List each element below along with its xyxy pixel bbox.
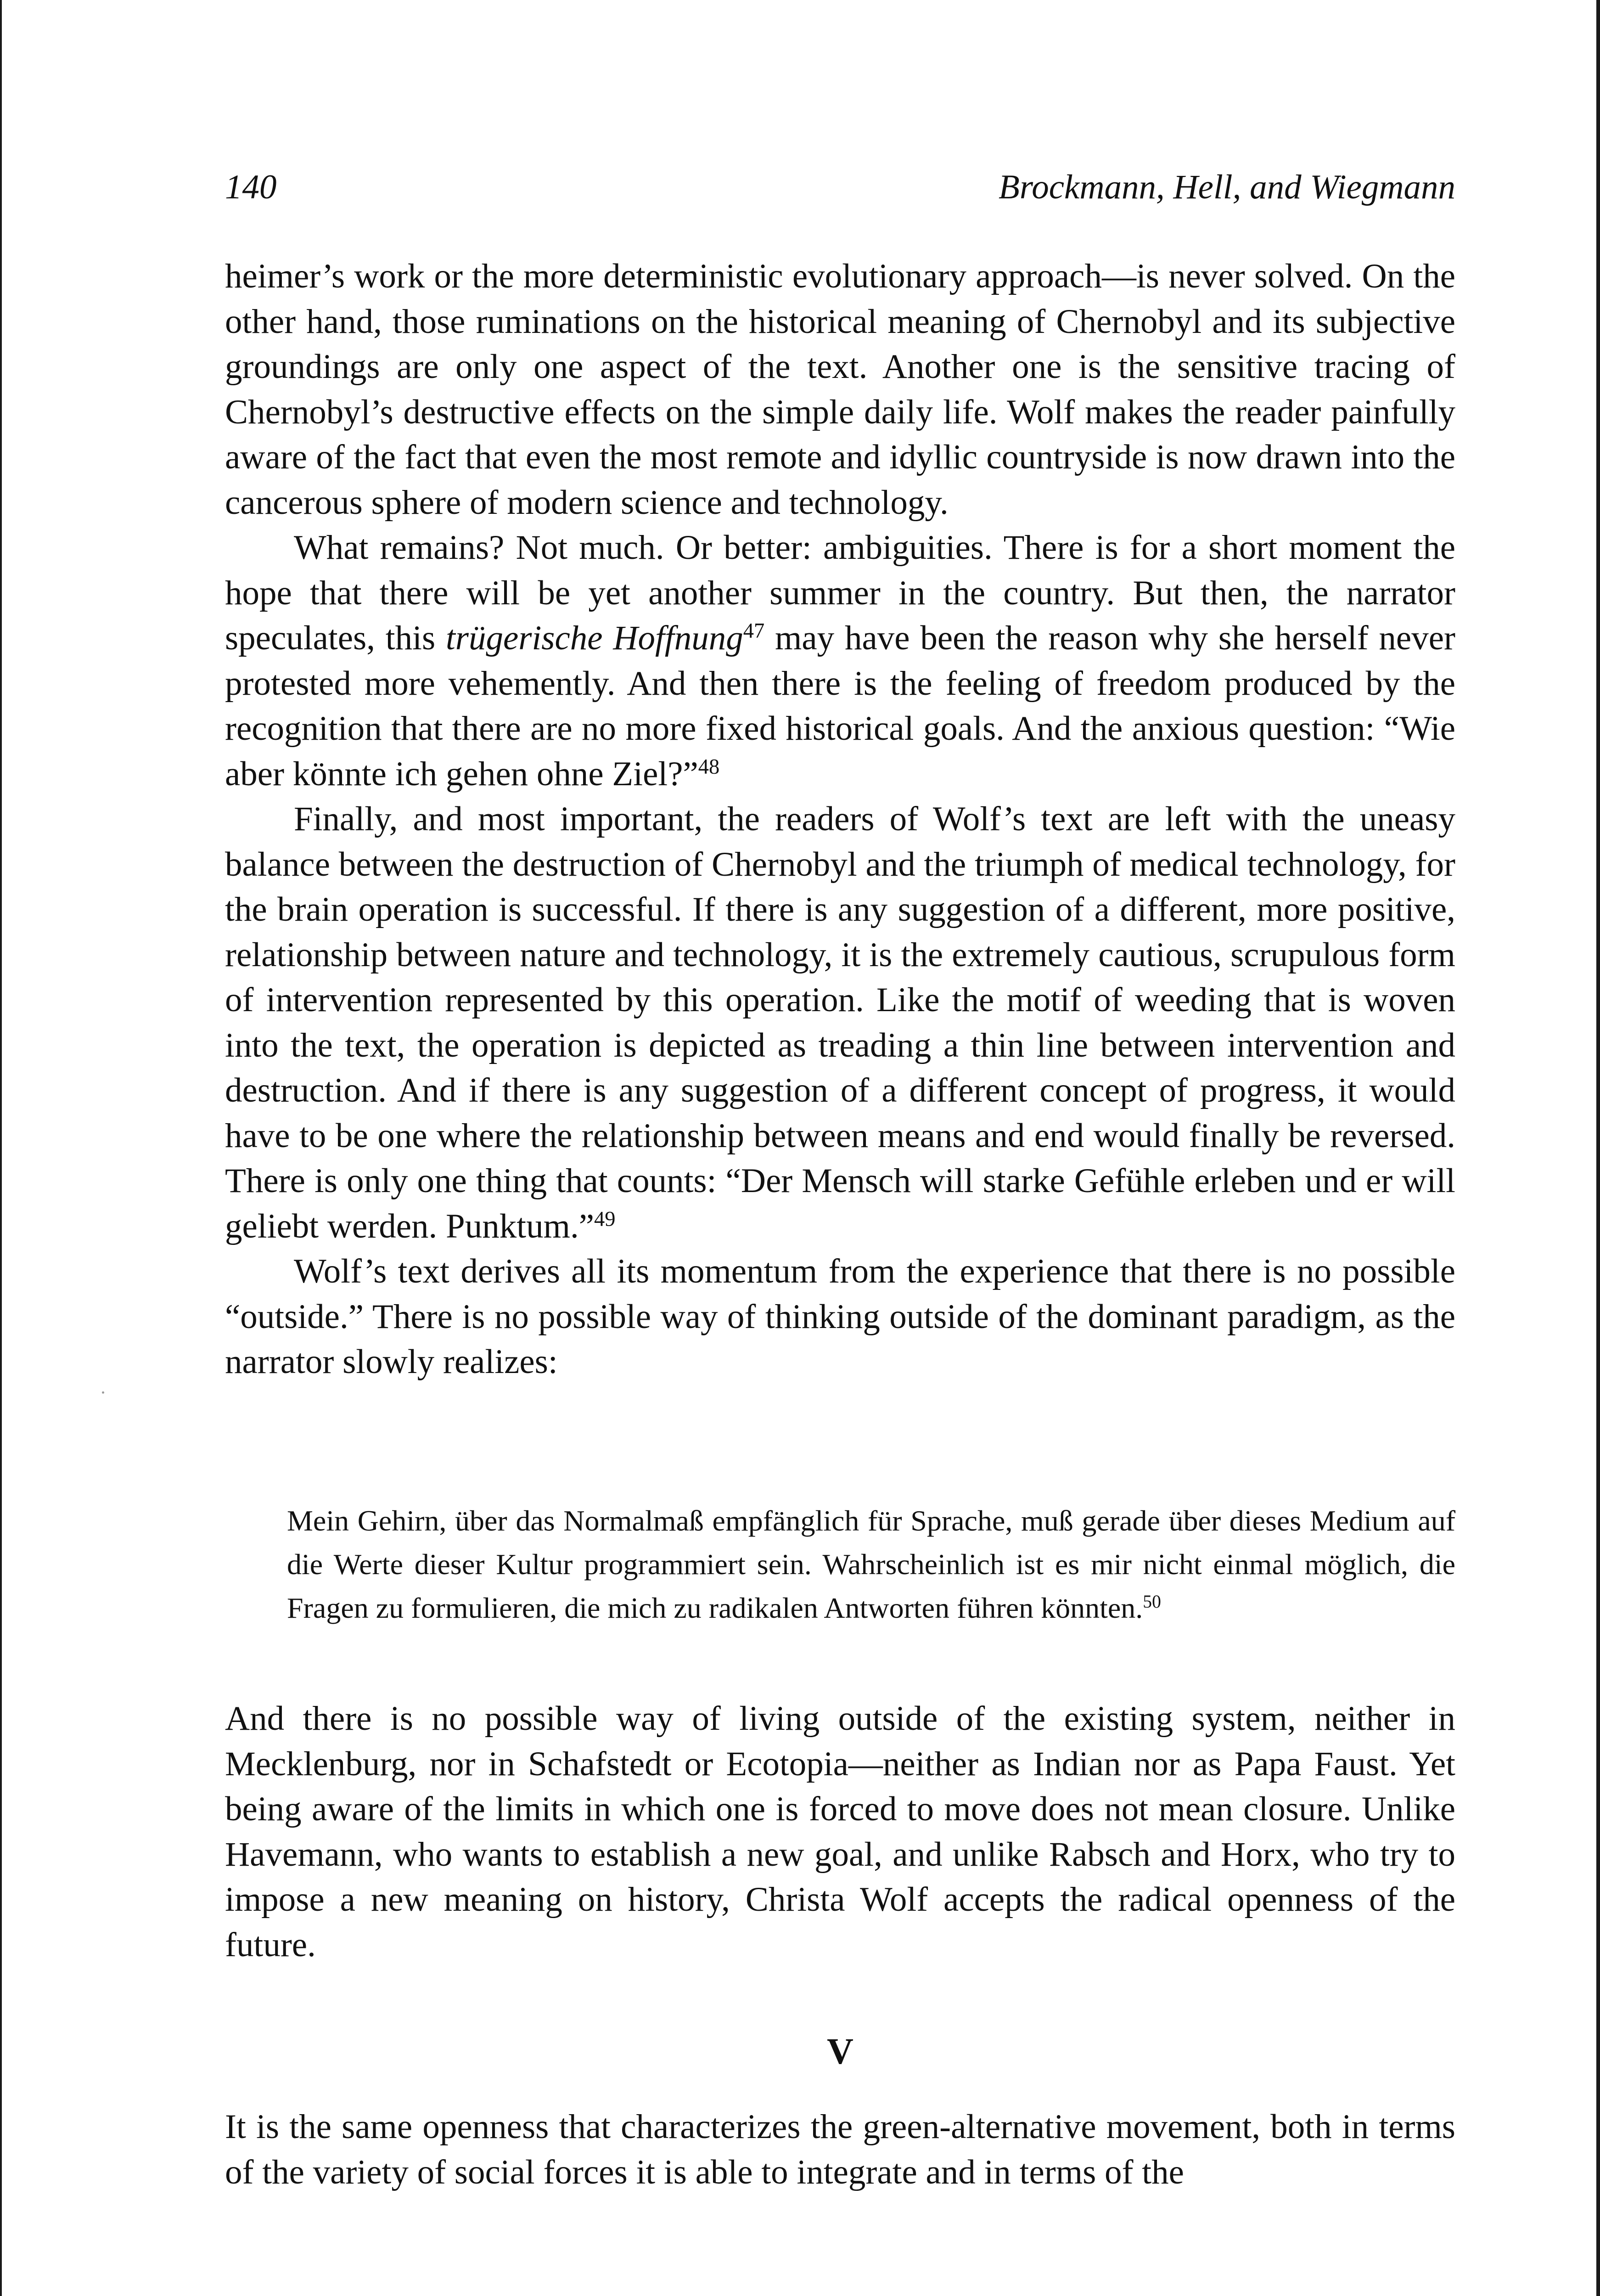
body-text-middle (225, 1696, 1455, 1968)
body-text-top (225, 254, 1455, 1385)
paragraph-2-text-b: may have been the reason why she herself never protested more vehemently. And then there is the feeling of freedom produced by the recognition that there are no more fixed historical goals. And the anxious question: “Wie aber könnte ich gehen ohne Ziel?” (225, 619, 1455, 793)
footnote-ref-47: 47 (743, 619, 765, 643)
paragraph-3-text: Finally, and most important, the readers of Wolf’s text are left with the uneasy balance between the destruction of Chernobyl and the triumph of medical technology, for the brain operation is successful. If there is any suggestion of a different, more positive, relationship between nature and technology, it is the extremely cautious, scrupulous form of intervention represented by this operation. Like the motif of weeding that is woven into the text, the operation is depicted as treading a thin line between intervention and destruction. And if there is any suggestion of a different concept of progress, it would have to be one where the relationship between means and end would finally be reversed. There is only one thing that counts: “Der Mensch will starke Gefühle erleben und er will geliebt werden. Punktum.” (225, 800, 1455, 1245)
paragraph-2-italic: trügerische Hoffnung (445, 619, 743, 657)
scan-left-edge (0, 0, 2, 2296)
paragraph-1: heimer’s work or the more deterministic evolutionary approach—is never solved. On the other hand, those ruminations on the historical meaning of Chernobyl and its subjective groundings are only one aspect of the text. Another one is the sensitive tracing of Chernobyl’s destructive effects on the simple daily life. Wolf makes the reader painfully aware of the fact that even the most remote and idyllic countryside is now drawn into the cancerous sphere of modern science and technology. (225, 257, 1455, 522)
section-heading: V (827, 2032, 853, 2072)
footnote-ref-48: 48 (698, 754, 720, 778)
paragraph-6: It is the same openness that characterizes the green-alternative movement, both in terms of the variety of social forces it is able to integrate and in terms of the (225, 2108, 1455, 2191)
page-header (225, 160, 1455, 215)
block-quote (287, 1499, 1455, 1630)
scan-right-edge (1596, 0, 1600, 2296)
footnote-ref-50: 50 (1143, 1592, 1161, 1612)
body-text-bottom (225, 2105, 1455, 2195)
paragraph-2-text-a: What remains? Not much. Or better: ambiguities. There is for a short moment the hope that there will be yet another summer in the country. But then, the narrator speculates, this (225, 529, 1455, 657)
block-quote-text: Mein Gehirn, über das Normalmaß empfänglich für Sprache, muß gerade über dieses Medium auf die Werte dieser Kultur programmiert sein. Wahrscheinlich ist es mir nicht einmal möglich, die Fragen zu formulieren, die mich zu radikalen Antworten führen könnten. (287, 1504, 1455, 1624)
paragraph-3 (225, 797, 1455, 1249)
footnote-ref-49: 49 (594, 1207, 616, 1231)
paragraph-4: Wolf’s text derives all its momentum from the experience that there is no possible “outside.” There is no possible way of thinking outside of the dominant paradigm, as the narrator slowly realizes: (225, 1252, 1455, 1381)
scan-speck (102, 1391, 104, 1394)
paragraph-5: And there is no possible way of living outside of the existing system, neither in Mecklenburg, nor in Schafstedt or Ecotopia—neither as Indian nor as Papa Faust. Yet being aware of the limits in which one is forced to move does not mean closure. Unlike Havemann, who wants to establish a new goal, and unlike Rabsch and Horx, who try to impose a new meaning on history, Christa Wolf accepts the radical openness of the future. (225, 1699, 1455, 1964)
page-number: 140 (225, 168, 277, 206)
paragraph-2 (225, 525, 1455, 797)
running-head: Brockmann, Hell, and Wiegmann (999, 168, 1455, 206)
